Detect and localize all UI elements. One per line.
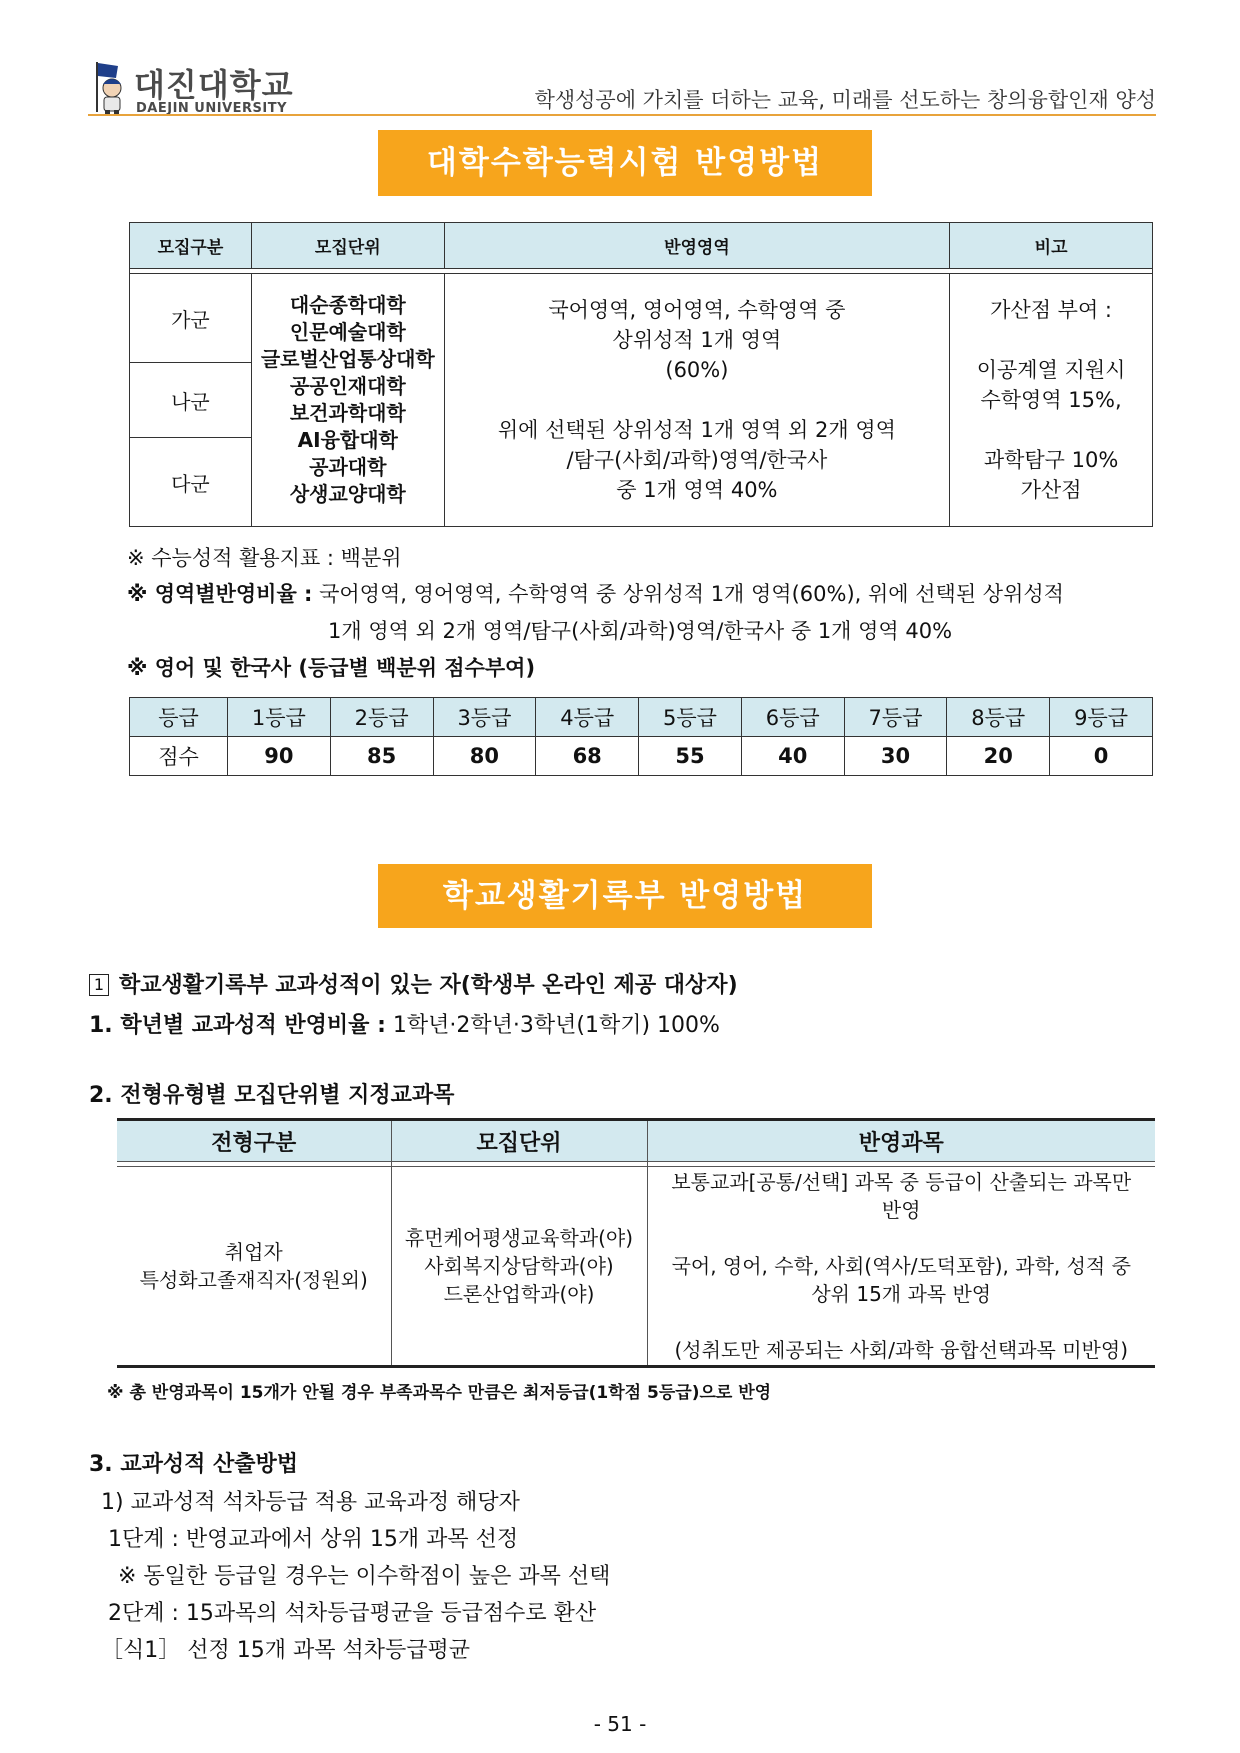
score-cell: 85 (330, 737, 433, 776)
subject-units-cell (391, 1167, 647, 1367)
calc-line-4: 2단계 : 15과목의 석차등급평균을 등급점수로 환산 (108, 1601, 597, 1626)
grade-cell: 6등급 (741, 698, 844, 737)
calc-line-5: ［식1］ 선정 15개 과목 석차등급평균 (101, 1638, 470, 1663)
grade-cell: 3등급 (433, 698, 536, 737)
subject-spacer (648, 1224, 1156, 1252)
grade-cell: 1등급 (228, 698, 331, 737)
record-subsection-title: 학교생활기록부 교과성적이 있는 자(학생부 온라인 제공 대상자) (119, 973, 738, 998)
col-header-type: 전형구분 (117, 1120, 391, 1162)
remark-spacer (950, 325, 1152, 355)
recruit-units-cell (251, 274, 444, 527)
grade-header-label: 등급 (130, 698, 228, 737)
section-number-box: 1 (89, 974, 109, 996)
note-index: ※ 수능성적 활용지표 : 백분위 (127, 546, 402, 570)
col-header-unit: 모집단위 (251, 223, 444, 269)
unit-item: 공공인재대학 (289, 374, 406, 398)
reflected-subjects-cell (647, 1167, 1155, 1367)
group-da: 다군 (130, 438, 252, 527)
col-header-subjects: 반영과목 (647, 1120, 1155, 1162)
type-line: 특성화고졸재직자(정원외) (139, 1268, 368, 1292)
subject-line: (성취도만 제공되는 사회/과학 융합선택과목 미반영) (674, 1338, 1128, 1362)
col-header-remark: 비고 (950, 223, 1153, 269)
note-ratio-label: ※ 영역별반영비율 : (127, 582, 313, 606)
subject-line: 상위 15개 과목 반영 (811, 1282, 992, 1306)
csat-table (129, 222, 1153, 527)
area-line: 위에 선택된 상위성적 1개 영역 외 2개 영역 (497, 418, 896, 442)
score-cell: 30 (844, 737, 947, 776)
grade-cell: 7등급 (844, 698, 947, 737)
unit-item: 보건과학대학 (289, 401, 406, 425)
note-ratio-text: 국어영역, 영어영역, 수학영역 중 상위성적 1개 영역(60%), 위에 선택된 상위성적 (312, 582, 1064, 606)
type-line: 취업자 (224, 1240, 283, 1264)
subject-spacer (648, 1308, 1156, 1336)
designated-subjects-table (117, 1118, 1155, 1368)
area-line: 국어영역, 영어영역, 수학영역 중 (548, 298, 846, 322)
col-header-unit: 모집단위 (391, 1120, 647, 1162)
area-line: (60%) (665, 358, 729, 382)
logo-name: 대진대학교 (134, 66, 294, 104)
score-cell: 0 (1050, 737, 1153, 776)
remark-line: 가산점 (1020, 478, 1082, 502)
score-cell: 90 (228, 737, 331, 776)
grade-cell: 8등급 (947, 698, 1050, 737)
grade-score-table (129, 697, 1153, 776)
group-ga: 가군 (130, 274, 252, 363)
area-spacer (445, 385, 949, 415)
unit-item: AI융합대학 (297, 428, 398, 452)
page-number: - 51 - (593, 1712, 647, 1736)
note-ratio-cont: 1개 영역 외 2개 영역/탐구(사회/과학)영역/한국사 중 1개 영역 40% (328, 619, 953, 643)
designated-subjects-heading: 2. 전형유형별 모집단위별 지정교과목 (89, 1083, 455, 1108)
area-line: 중 1개 영역 40% (616, 478, 778, 502)
area-line: /탐구(사회/과학)영역/한국사 (566, 448, 828, 472)
table-footnote: ※ 총 반영과목이 15개가 안될 경우 부족과목수 만큼은 최저등급(1학점 5등급)으로 반영 (107, 1383, 772, 1403)
score-cell: 40 (741, 737, 844, 776)
remark-spacer (950, 415, 1152, 445)
grade-cell: 4등급 (536, 698, 639, 737)
unit-item: 인문예술대학 (289, 320, 406, 344)
logo-english-name: DAEJIN UNIVERSITY (136, 101, 288, 116)
unit-item: 공과대학 (309, 455, 387, 479)
subject-line: 보통교과[공통/선택] 과목 중 등급이 산출되는 과목만 (671, 1170, 1132, 1194)
score-cell: 80 (433, 737, 536, 776)
col-header-group: 모집구분 (130, 223, 252, 269)
calc-line-3: ※ 동일한 등급일 경우는 이수학점이 높은 과목 선택 (118, 1564, 611, 1589)
score-cell: 55 (639, 737, 742, 776)
remark-line: 수학영역 15%, (980, 388, 1122, 412)
area-line: 상위성적 1개 영역 (612, 328, 782, 352)
unit-line: 사회복지상담학과(야) (424, 1254, 614, 1278)
score-cell: 20 (947, 737, 1050, 776)
score-row-label: 점수 (130, 737, 228, 776)
remarks-cell (950, 274, 1153, 527)
unit-item: 상생교양대학 (289, 482, 406, 506)
note-ratio (127, 578, 1064, 608)
header-slogan: 학생성공에 가치를 더하는 교육, 미래를 선도하는 창의융합인재 양성 (534, 88, 1156, 112)
university-logo (88, 58, 294, 120)
remark-line: 가산점 부여 : (990, 298, 1112, 322)
record-section-title: 학교생활기록부 반영방법 (378, 864, 872, 928)
csat-section-title: 대학수학능력시험 반영방법 (378, 130, 872, 196)
grade-cell: 5등급 (639, 698, 742, 737)
subject-line: 국어, 영어, 수학, 사회(역사/도덕포함), 과학, 성적 중 (671, 1254, 1131, 1278)
admission-type-cell (117, 1167, 391, 1367)
header-divider (88, 114, 1156, 116)
score-cell: 68 (536, 737, 639, 776)
unit-line: 휴먼케어평생교육학과(야) (404, 1226, 634, 1250)
remark-line: 이공계열 지원시 (976, 358, 1126, 382)
unit-item: 글로벌산업통상대학 (260, 347, 435, 371)
calc-line-1: 1) 교과성적 석차등급 적용 교육과정 해당자 (101, 1490, 520, 1515)
unit-item: 대순종학대학 (289, 293, 406, 317)
note-english-history: ※ 영어 및 한국사 (등급별 백분위 점수부여) (127, 656, 536, 680)
grade-year-ratio (89, 1008, 720, 1039)
col-header-area: 반영영역 (444, 223, 949, 269)
mascot-icon (88, 60, 132, 118)
reflected-areas-cell (444, 274, 949, 527)
record-subsection-heading (89, 968, 738, 999)
calc-method-heading: 3. 교과성적 산출방법 (89, 1452, 298, 1477)
calc-line-2: 1단계 : 반영교과에서 상위 15개 과목 선정 (108, 1527, 519, 1552)
grade-cell: 9등급 (1050, 698, 1153, 737)
group-na: 나군 (130, 363, 252, 438)
grade-year-ratio-label: 1. 학년별 교과성적 반영비율 : (89, 1013, 386, 1038)
grade-cell: 2등급 (330, 698, 433, 737)
unit-line: 드론산업학과(야) (443, 1282, 595, 1306)
subject-line: 반영 (881, 1198, 921, 1222)
grade-year-ratio-value: 1학년·2학년·3학년(1학기) 100% (385, 1013, 720, 1038)
remark-line: 과학탐구 10% (983, 448, 1119, 472)
